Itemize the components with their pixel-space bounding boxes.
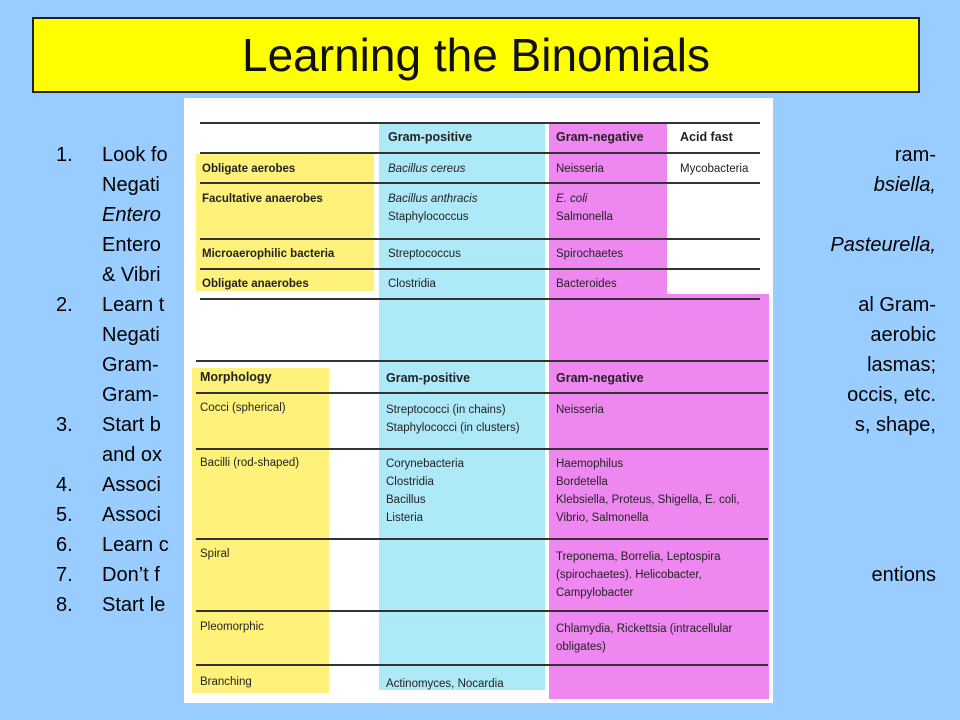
- row-label: Microaerophilic bacteria: [202, 248, 335, 260]
- gram-negative-cell: obligates): [556, 641, 606, 653]
- row-label: Cocci (spherical): [200, 402, 286, 414]
- table-rule: [196, 610, 768, 612]
- bullet-text: entions: [871, 564, 936, 586]
- bullet-text: Start le: [102, 594, 166, 616]
- gram-negative-cell: Treponema, Borrelia, Leptospira: [556, 551, 721, 563]
- gram-negative-cell: Haemophilus: [556, 458, 624, 470]
- gram-negative-cell: Neisseria: [556, 163, 604, 175]
- bullet-text: Gram-: [102, 354, 159, 376]
- row-label: Spiral: [200, 548, 230, 560]
- table-rule: [200, 298, 760, 300]
- header-gram-positive: Gram-positive: [388, 130, 473, 144]
- bullet-number: 6.: [56, 534, 73, 556]
- bullet-text: bsiella,: [873, 174, 936, 196]
- row-label: Branching: [200, 676, 252, 688]
- table-rule: [200, 182, 760, 184]
- row-label: Obligate anaerobes: [202, 278, 309, 290]
- gram-negative-cell: Spirochaetes: [556, 248, 624, 260]
- table-rule: [196, 538, 768, 540]
- table-rule: [196, 448, 768, 450]
- gram-negative-cell: Campylobacter: [556, 587, 634, 599]
- bullet-text: ram-: [894, 144, 936, 166]
- gram-positive-cell: Streptococcus: [388, 248, 461, 260]
- gram-positive-cell: Bacillus cereus: [388, 163, 466, 175]
- gram-positive-cell: Bacillus: [386, 494, 426, 506]
- gram-positive-cell: Clostridia: [388, 278, 436, 290]
- bullet-text: Don’t f: [102, 564, 160, 586]
- bullet-text: lasmas;: [867, 354, 936, 376]
- table-rule: [196, 360, 768, 362]
- bullet-text: occis, etc.: [847, 384, 936, 406]
- bullet-text: Associ: [102, 504, 161, 526]
- table-rule: [196, 664, 768, 666]
- gram-negative-cell: Salmonella: [556, 211, 613, 223]
- gram-positive-cell: Streptococci (in chains): [386, 404, 506, 416]
- gram-positive-cell: Listeria: [386, 512, 424, 524]
- bullet-text: Learn c: [102, 534, 169, 556]
- gram-positive-cell: Staphylococcus: [388, 211, 469, 223]
- table-rule: [200, 122, 760, 124]
- bullet-number: 8.: [56, 594, 73, 616]
- header-acid-fast: Acid fast: [680, 130, 733, 144]
- gram-negative-cell: Klebsiella, Proteus, Shigella, E. coli,: [556, 494, 740, 506]
- bullet-number: 7.: [56, 564, 73, 586]
- bullet-text: Entero: [102, 234, 161, 256]
- bullet-number: 4.: [56, 474, 73, 496]
- bullet-text: al Gram-: [858, 294, 936, 316]
- header-gram-negative: Gram-negative: [556, 130, 644, 144]
- bullet-number: 1.: [56, 144, 73, 166]
- table-rule: [200, 152, 760, 154]
- gram-negative-cell: Vibrio, Salmonella: [556, 512, 649, 524]
- row-label: Pleomorphic: [200, 621, 264, 633]
- bullet-text: aerobic: [870, 324, 936, 346]
- bullet-text: Negati: [102, 324, 160, 346]
- row-label: Facultative anaerobes: [202, 193, 323, 205]
- bullet-text: Pasteurella,: [830, 234, 936, 256]
- table-rule: [200, 238, 760, 240]
- bullet-text: s, shape,: [854, 414, 936, 436]
- gram-positive-cell: Corynebacteria: [386, 458, 464, 470]
- gram-positive-cell: Bacillus anthracis: [388, 193, 478, 205]
- bullet-text: and ox: [102, 444, 163, 466]
- gram-negative-cell: Chlamydia, Rickettsia (intracellular: [556, 623, 733, 635]
- acid-fast-cell: Mycobacteria: [680, 163, 749, 175]
- table-rule: [200, 268, 760, 270]
- table-rule: [196, 392, 768, 394]
- bullet-text: Associ: [102, 474, 161, 496]
- bullet-number: 2.: [56, 294, 73, 316]
- row-label: Bacilli (rod-shaped): [200, 457, 300, 469]
- yellow-column-bottom: [192, 368, 329, 693]
- bullet-number: 3.: [56, 414, 73, 436]
- gram-negative-cell: (spirochaetes). Helicobacter,: [556, 569, 702, 581]
- gram-positive-cell: Actinomyces, Nocardia: [386, 678, 504, 690]
- bullet-text: Negati: [102, 174, 160, 196]
- gram-positive-cell: Clostridia: [386, 476, 434, 488]
- bullet-text: Entero: [102, 204, 161, 226]
- bacteria-table-image: [184, 98, 773, 703]
- bullet-number: 5.: [56, 504, 73, 526]
- bullet-text: Look fo: [102, 144, 168, 166]
- header-gram-positive: Gram-positive: [386, 371, 471, 385]
- bullet-text: Start b: [102, 414, 161, 436]
- gram-negative-cell: E. coli: [556, 193, 588, 205]
- bullet-text: & Vibri: [102, 264, 161, 286]
- bullet-text: Learn t: [102, 294, 165, 316]
- gram-positive-cell: Staphylococci (in clusters): [386, 422, 520, 434]
- gram-negative-cell: Bordetella: [556, 476, 608, 488]
- header-morphology: Morphology: [200, 370, 272, 384]
- gram-negative-cell: Bacteroides: [556, 278, 617, 290]
- gram-negative-cell: Neisseria: [556, 404, 604, 416]
- row-label: Obligate aerobes: [202, 163, 296, 175]
- bullet-text: Gram-: [102, 384, 159, 406]
- slide-title: Learning the Binomials: [32, 17, 920, 93]
- header-gram-negative: Gram-negative: [556, 371, 644, 385]
